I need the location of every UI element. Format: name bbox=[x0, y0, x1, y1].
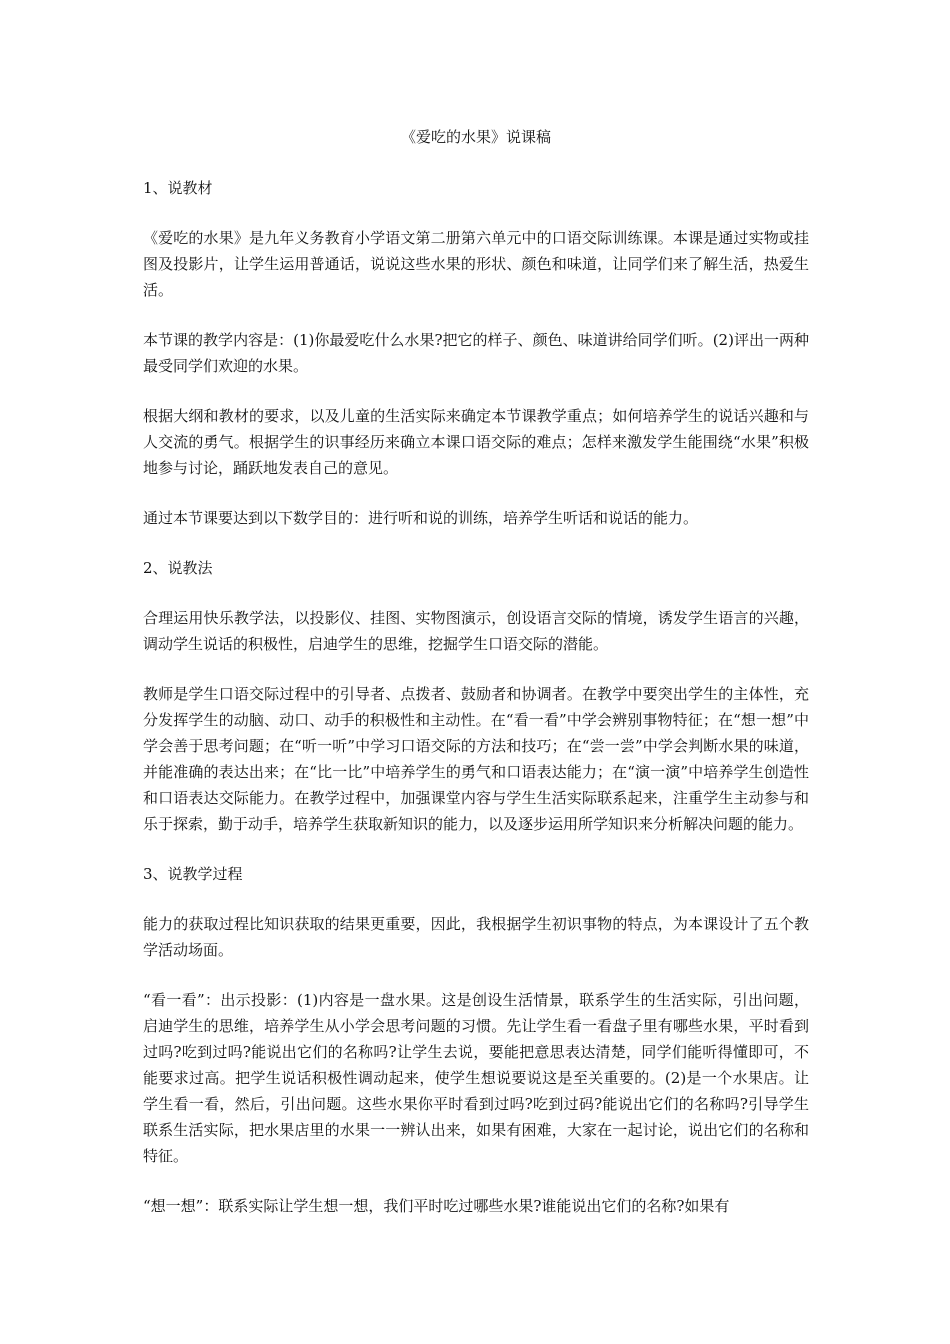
paragraph: 根据大纲和教材的要求，以及儿童的生活实际来确定本节课教学重点；如何培养学生的说话兴趣和与人交流的勇气。根据学生的识事经历来确立本课口语交际的难点；怎样来激发学生能围绕“水果”积极地参与讨论，踊跃地发表自己的意见。 bbox=[143, 407, 809, 477]
section-heading: 1、说教材 bbox=[143, 179, 213, 197]
paragraph: 教师是学生口语交际过程中的引导者、点拨者、鼓励者和协调者。在教学中要突出学生的主体性，充分发挥学生的动脑、动口、动手的积极性和主动性。在“看一看”中学会辨别事物特征；在“想一想”中学会善于思考问题；在“听一听”中学习口语交际的方法和技巧；在“尝一尝”中学会判断水果的味道，并能准确的表达出来；在“比一比”中培养学生的勇气和口语表达能力；在“演一演”中培养学生创造性和口语表达交际能力。在教学过程中，加强课堂内容与学生生活实际联系起来，注重学生主动参与和乐于探索，勤于动手，培养学生获取新知识的能力，以及逐步运用所学知识来分析解决问题的能力。 bbox=[143, 685, 809, 833]
document-title: 《爱吃的水果》说课稿 bbox=[400, 128, 551, 146]
section-heading: 3、说教学过程 bbox=[143, 865, 243, 883]
document-content bbox=[143, 124, 809, 1243]
paragraph: 通过本节课要达到以下数学目的：进行听和说的训练，培养学生听话和说话的能力。 bbox=[143, 509, 699, 527]
paragraph: “看一看”：出示投影：(1)内容是一盘水果。这是创设生活情景，联系学生的生活实际，引出问题，启迪学生的思维，培养学生从小学会思考问题的习惯。先让学生看一看盘子里有哪些水果，平时看到过吗?吃到过吗?能说出它们的名称吗?让学生去说，要能把意思表达清楚，同学们能听得懂即可，不能要求过高。把学生说话积极性调动起来，使学生想说要说这是至关重要的。(2)是一个水果店。让学生看一看，然后，引出问题。这些水果你平时看到过吗?吃到过码?能说出它们的名称吗?引导学生联系生活实际，把水果店里的水果一一辨认出来，如果有困难，大家在一起讨论，说出它们的名称和特征。 bbox=[143, 991, 809, 1165]
section-heading: 2、说教法 bbox=[143, 559, 213, 577]
paragraph: 合理运用快乐教学法，以投影仪、挂图、实物图演示，创设语言交际的情境，诱发学生语言的兴趣，调动学生说话的积极性，启迪学生的思维，挖掘学生口语交际的潜能。 bbox=[143, 609, 809, 653]
paragraph: 能力的获取过程比知识获取的结果更重要，因此，我根据学生初识事物的特点，为本课设计了五个教学活动场面。 bbox=[143, 915, 809, 959]
paragraph: “想一想”：联系实际让学生想一想，我们平时吃过哪些水果?谁能说出它们的名称?如果有 bbox=[143, 1197, 730, 1215]
paragraph: 本节课的教学内容是：(1)你最爱吃什么水果?把它的样子、颜色、味道讲给同学们听。(2)评出一两种最受同学们欢迎的水果。 bbox=[143, 331, 809, 375]
paragraph: 《爱吃的水果》是九年义务教育小学语文第二册第六单元中的口语交际训练课。本课是通过实物或挂图及投影片，让学生运用普通话，说说这些水果的形状、颜色和味道，让同学们来了解生活，热爱生活。 bbox=[143, 229, 809, 299]
